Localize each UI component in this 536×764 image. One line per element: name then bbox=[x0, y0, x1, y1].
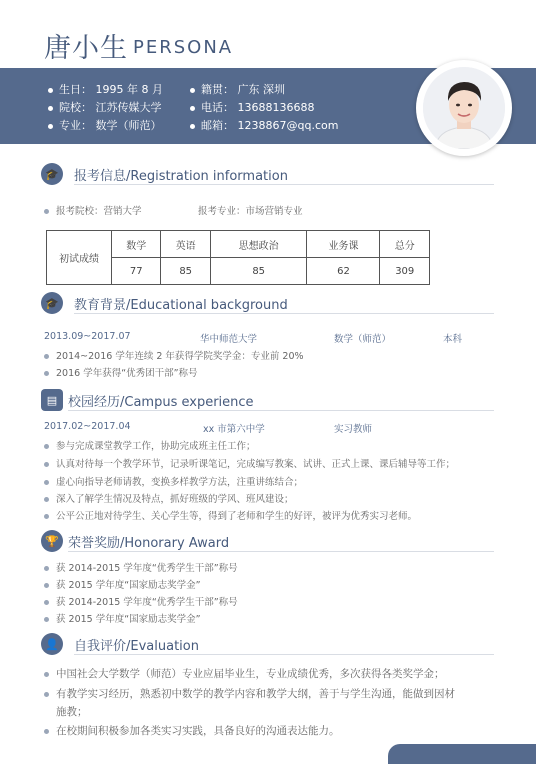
evaluation-item: 在校期间积极参加各类实习实践，具备良好的沟通表达能力。 bbox=[44, 723, 340, 738]
award-item: 获 2015 学年度“国家励志奖学金” bbox=[44, 611, 201, 625]
score-header: 思想政治 bbox=[210, 231, 307, 258]
score-value: 62 bbox=[307, 258, 380, 285]
campus-period: 2017.02~2017.04 bbox=[44, 421, 131, 432]
edu-period: 2013.09~2017.07 bbox=[44, 331, 131, 342]
person-icon: 👤 bbox=[41, 633, 63, 655]
score-value: 77 bbox=[112, 258, 161, 285]
campus-item: 虚心向指导老师请教，变换多样教学方法，注重讲练结合； bbox=[44, 474, 303, 488]
section-divider bbox=[74, 184, 494, 185]
info-phone: 电话： 13688136688 bbox=[190, 99, 314, 115]
score-value: 309 bbox=[380, 258, 430, 285]
info-major: 专业： 数学（师范） bbox=[48, 117, 162, 133]
section-divider bbox=[68, 410, 494, 411]
section-divider bbox=[68, 551, 494, 552]
score-header: 数学 bbox=[112, 231, 161, 258]
campus-school: xx 市第六中学 bbox=[203, 424, 265, 435]
edu-major: 数学（师范） bbox=[334, 334, 392, 345]
award-item: 获 2014-2015 学年度“优秀学生干部”称号 bbox=[44, 560, 238, 574]
score-table bbox=[46, 230, 430, 285]
section-divider bbox=[74, 313, 494, 314]
evaluation-item: 中国社会大学数学（师范）专业应届毕业生，专业成绩优秀，多次获得各类奖学金； bbox=[44, 666, 445, 681]
award-item: 获 2014-2015 学年度“优秀学生干部”称号 bbox=[44, 594, 238, 608]
edu-item: 2014~2016 学年连续 2 年获得学院奖学金：专业前 20% bbox=[44, 348, 304, 362]
section-title-campus: 校园经历/Campus experience bbox=[68, 395, 254, 410]
section-divider bbox=[74, 654, 494, 655]
persona-label: PERSONA bbox=[133, 37, 234, 58]
score-row-label: 初试成绩 bbox=[47, 231, 112, 285]
section-title-registration: 报考信息/Registration information bbox=[74, 169, 288, 184]
score-value: 85 bbox=[210, 258, 307, 285]
score-value: 85 bbox=[161, 258, 210, 285]
score-header: 英语 bbox=[161, 231, 210, 258]
apply-major: 报考专业：市场营销专业 bbox=[198, 206, 303, 217]
campus-role: 实习教师 bbox=[334, 424, 373, 435]
trophy-icon: 🏆 bbox=[41, 530, 63, 552]
mortarboard-icon: 🎓 bbox=[41, 292, 63, 314]
section-title-evaluation: 自我评价/Evaluation bbox=[74, 639, 199, 654]
section-title-education: 教育背景/Educational background bbox=[74, 298, 288, 313]
footer-accent bbox=[388, 744, 536, 764]
campus-item: 参与完成课堂教学工作，协助完成班主任工作； bbox=[44, 438, 256, 452]
edu-school: 华中师范大学 bbox=[200, 334, 258, 345]
score-header: 总分 bbox=[380, 231, 430, 258]
campus-item: 深入了解学生情况及特点，抓好班级的学风、班风建设； bbox=[44, 491, 294, 505]
edu-item: 2016 学年获得“优秀团干部”称号 bbox=[44, 365, 198, 379]
evaluation-item-continued: 施教； bbox=[56, 706, 88, 718]
info-school: 院校： 江苏传媒大学 bbox=[48, 99, 162, 115]
info-email: 邮箱： 1238867@qq.com bbox=[190, 117, 338, 133]
info-birth: 生日： 1995 年 8 月 bbox=[48, 81, 163, 97]
campus-item: 认真对待每一个教学环节，记录听课笔记，完成编写教案、试讲、正式上课、课后辅导等工作； bbox=[44, 456, 455, 470]
profile-photo bbox=[423, 67, 505, 149]
campus-item: 公平公正地对待学生、关心学生等，得到了老师和学生的好评，被评为优秀实习老师。 bbox=[44, 508, 417, 522]
section-title-award: 荣誉奖励/Honorary Award bbox=[68, 536, 230, 551]
score-header: 业务课 bbox=[307, 231, 380, 258]
edu-degree: 本科 bbox=[443, 334, 463, 345]
graduation-cap-icon: 🎓 bbox=[41, 163, 63, 185]
info-origin: 籍贯： 广东 深圳 bbox=[190, 81, 285, 97]
clipboard-icon: ▤ bbox=[41, 389, 63, 411]
apply-school: 报考院校：营销大学 bbox=[44, 203, 142, 217]
evaluation-item: 有教学实习经历，熟悉初中数学的教学内容和教学大纲，善于与学生沟通，能做到因材 bbox=[44, 686, 455, 701]
resume-name: 唐小生 bbox=[44, 33, 128, 64]
award-item: 获 2015 学年度“国家励志奖学金” bbox=[44, 577, 201, 591]
